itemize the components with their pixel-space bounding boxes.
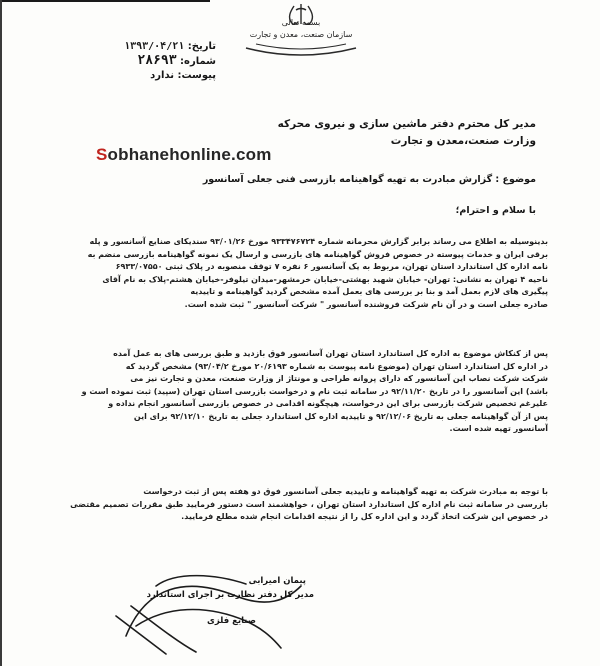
paragraph-line: صادره جعلی است و در آن نام شرکت فروشنده آسانسور " شرکت آسانسور " ثبت شده است. (184, 299, 548, 309)
number-label: شماره: (180, 56, 216, 67)
date-label: تاریخ: (187, 41, 216, 52)
subject-line: موضوع : گزارش مبادرت به تهیه گواهینامه بازرسی فنی جعلی آسانسور (202, 174, 536, 185)
watermark-first-letter: S (96, 145, 108, 164)
date-value: ۱۳۹۳/۰۴/۲۱ (124, 41, 185, 52)
date-row (120, 40, 216, 54)
signatory-department: صنایع فلزی (207, 616, 256, 626)
body-paragraph-1 (52, 236, 548, 311)
recipient-line-1: مدیر کل محترم دفتر ماشین سازی و نیروی محرکه (277, 118, 536, 130)
paragraph-line: پس از آن گواهینامه جعلی به تاریخ ۹۲/۱۲/۰۶ و تاییدیه اداره کل استاندارد جعلی به تاریخ ۹۲/۱۲/۱۰ برای این (133, 411, 548, 421)
attachment-row (120, 69, 216, 83)
paragraph-line: پس از کنکاش موضوع به اداره کل استاندارد استان تهران آسانسور فوق بازدید و طبق بررسی های به عمل آمده (113, 349, 548, 358)
signature-block (96, 566, 326, 658)
paragraph-line: در اداره کل استاندارد استان تهران (موضوع نامه پیوست به شماره ۲۰/۶۱۹۳ مورخ ۹۳/۰۴/۲) مشخص گردید که (125, 361, 548, 371)
paragraph-line: در خصوص این شرکت اتخاذ گردد و این اداره کل را از نتیجه اقدامات انجام شده مطلع فرمایید. (181, 512, 548, 521)
recipient-line-2: وزارت صنعت،معدن و تجارت (390, 135, 536, 147)
signatory-title: مدیر کل دفتر نظارت بر اجرای استاندارد (146, 590, 314, 600)
paragraph-line: آسانسور تهیه شده است. (449, 424, 548, 433)
site-watermark (96, 145, 272, 165)
watermark-rest: obhanehonline.com (107, 145, 272, 164)
paragraph-line: با توجه به مبادرت شرکت به تهیه گواهینامه و تاییدیه جعلی آسانسور فوق دو هفته پس از ثبت درخواست (143, 487, 548, 496)
attachment-value: ندارد (150, 70, 174, 81)
paragraph-line: نامه اداره کل استاندارد استان تهران، مربوط به یک آسانسور ۶ نفره ۷ توقف منصوبه در پلاک ثبتی ۶۹۳۳/۰۷۵۵۰ (115, 262, 548, 271)
paragraph-line: برقی ایران و خدمات پیوسته در خصوص فروش گواهینامه های بازرسی و ارسال یک نمونه گواهینامه بازرسی منضم به (87, 249, 548, 259)
body-paragraph-2 (52, 348, 548, 436)
paragraph-line: پیگیری های لازم بعمل آمد و بنا بر بررسی های بعمل آمده مشخص گردید گواهینامه و تاییدیه (190, 287, 548, 296)
paragraph-line: باشد) این آسانسور را در تاریخ ۹۲/۱۱/۲۰ در سامانه ثبت نام و درخواست بازرسی استان تهران (سپید) ثبت نموده است و (81, 386, 548, 396)
paragraph-line: شرکت شرکت نصاب این آسانسور که دارای پروانه طراحی و مونتاژ از وزارت صنعت، معدن و تجارت نیز می (130, 374, 548, 383)
signatory-name: پیمان امیرابی (248, 576, 306, 586)
paragraph-line: بازرسی در سامانه ثبت نام اداره کل استاندارد استان تهران ، خواهشمند است دستور فرمایید طبق مقررات تصمیم مقتضی (70, 499, 548, 509)
paragraph-line: ناحیه ۴ تهران به نشانی: تهران- خیابان شهید بهشتی-خیابان خرمشهر-میدان تیلوفر-خیابان هشتم-پلاک به نام آقای (102, 274, 548, 284)
paragraph-line: بدینوسیله به اطلاع می رساند برابر گزارش محرمانه شماره ۹۳۳۴۷۶۷۲۴ مورخ ۹۳/۰۱/۲۶ سندیکای صنایع آسانسور و پله (89, 237, 548, 246)
body-paragraph-3 (52, 486, 548, 524)
attachment-label: پیوست: (177, 70, 216, 81)
letterhead-line-2: سازمان صنعت، معدن و تجارت (249, 30, 353, 39)
greeting: با سلام و احترام؛ (455, 205, 536, 216)
scan-edge-top-left (0, 0, 210, 2)
letterhead-line-1: بسمه تعالی (281, 18, 321, 27)
number-value: ۲۸۶۹۳ (137, 53, 177, 68)
paragraph-line: علیرغم تخصیص شرکت بازرسی برای این درخواست، هیچگونه اقدامی در خصوص بازرسی آسانسور انجام نداده و (108, 399, 548, 408)
number-row (120, 54, 216, 69)
scan-edge-left (0, 0, 2, 666)
letter-meta (120, 40, 216, 83)
